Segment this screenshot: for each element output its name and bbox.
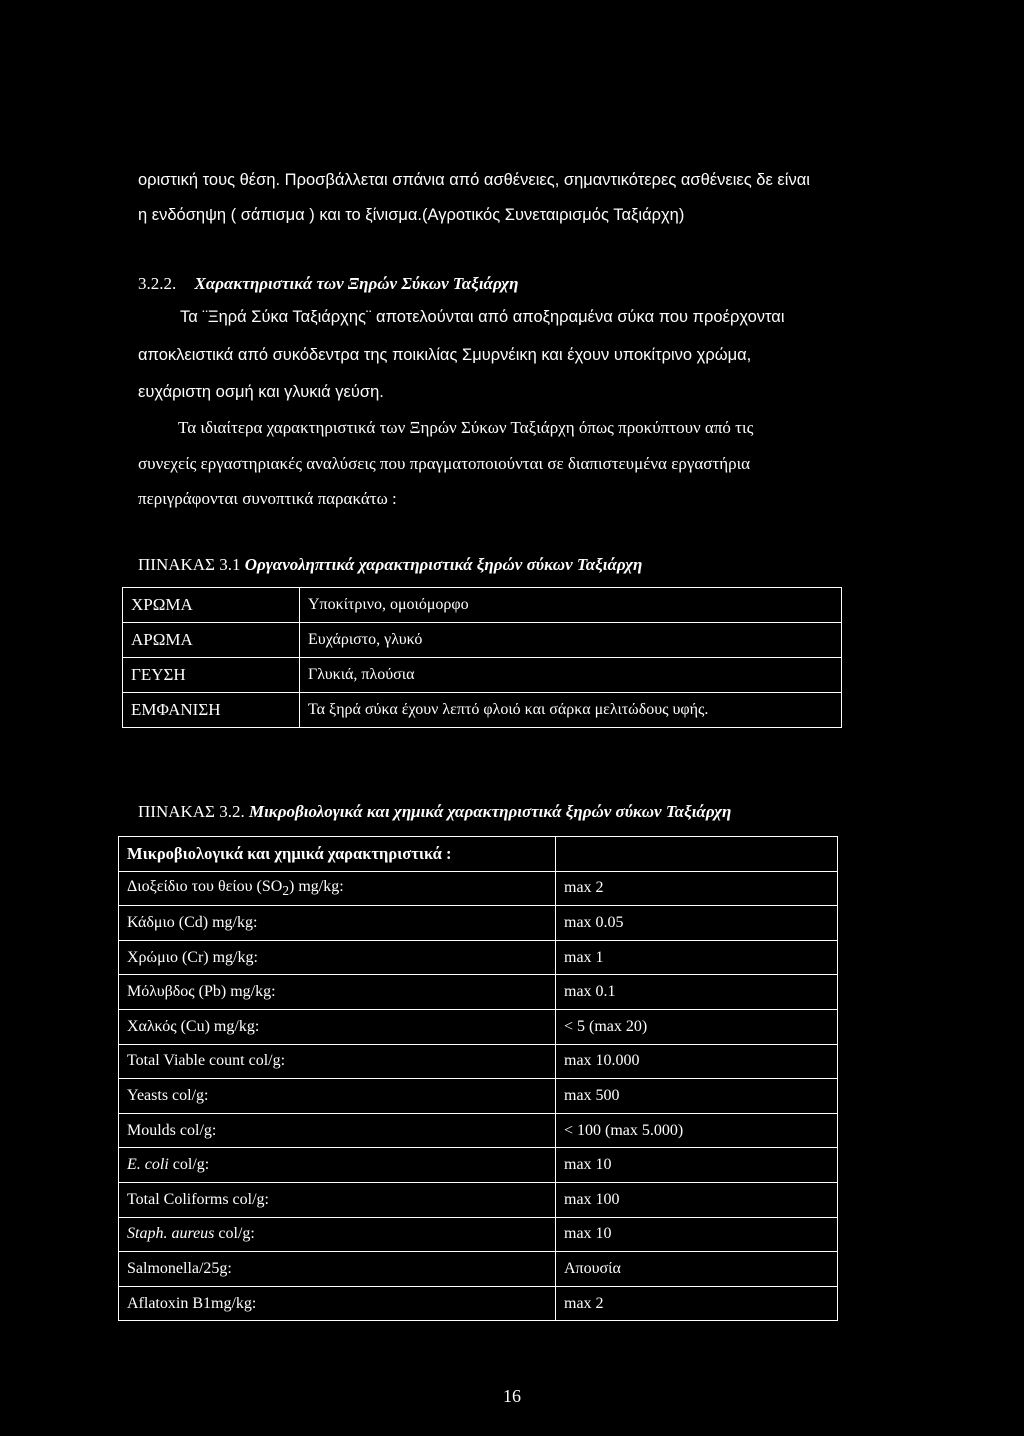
table-row [123, 693, 842, 728]
paragraph-1-line-1: οριστική τους θέση. Προσβάλλεται σπάνια από ασθένειες, σημαντικότερες ασθένειες δε είναι [138, 171, 810, 189]
table-header-empty-cell [556, 837, 838, 872]
section-number: 3.2.2. [138, 274, 177, 293]
table-row [119, 906, 838, 941]
row-value: max 0.05 [556, 906, 838, 941]
row-label: Aflatoxin B1mg/kg: [119, 1286, 556, 1321]
row-label: Μόλυβδος (Pb) mg/kg: [119, 975, 556, 1010]
paragraph-1-line-2: η ενδόσηψη ( σάπισμα ) και το ξίνισμα.(Αγροτικός Συνεταιρισμός Ταξιάρχη) [138, 206, 685, 224]
table-header-cell: Μικροβιολογικά και χημικά χαρακτηριστικά : [119, 837, 556, 872]
row-value: Τα ξηρά σύκα έχουν λεπτό φλοιό και σάρκα μελιτώδους υφής. [300, 693, 842, 728]
row-value: max 1 [556, 940, 838, 975]
table-row [123, 588, 842, 623]
row-value: Απουσία [556, 1252, 838, 1287]
row-value: < 5 (max 20) [556, 1009, 838, 1044]
paragraph-3-line-1: Τα ιδιαίτερα χαρακτηριστικά των Ξηρών Σύκων Ταξιάρχη όπως προκύπτουν από τις [178, 418, 754, 437]
row-value: < 100 (max 5.000) [556, 1113, 838, 1148]
row-label [119, 871, 556, 906]
row-label: Χρώμιο (Cr) mg/kg: [119, 940, 556, 975]
row-label: Salmonella/25g: [119, 1252, 556, 1287]
row-label: ΧΡΩΜΑ [123, 588, 300, 623]
table-1-title-text: Οργανοληπτικά χαρακτηριστικά ξηρών σύκων Ταξιάρχη [244, 555, 643, 574]
row-label: ΕΜΦΑΝΙΣΗ [123, 693, 300, 728]
table-row [119, 975, 838, 1010]
table-row [119, 940, 838, 975]
table-header-row [119, 837, 838, 872]
row-label: Χαλκός (Cu) mg/kg: [119, 1009, 556, 1044]
section-title: Χαρακτηριστικά των Ξηρών Σύκων Ταξιάρχη [194, 274, 519, 293]
label-italic-text: Staph. aureus [127, 1225, 215, 1243]
table-row [123, 658, 842, 693]
table-row [119, 1079, 838, 1114]
label-italic-text: E. coli [127, 1156, 169, 1174]
row-label: Moulds col/g: [119, 1113, 556, 1148]
paragraph-2-line-2: αποκλειστικά από συκόδεντρα της ποικιλίας Σμυρνέικη και έχουν υποκίτρινο χρώμα, [138, 346, 752, 364]
label-subscript: 2 [282, 882, 290, 898]
table-row [119, 1182, 838, 1217]
label-text-end: col/g: [168, 1156, 210, 1174]
row-label: ΑΡΩΜΑ [123, 623, 300, 658]
paragraph-3-line-3: περιγράφονται συνοπτικά παρακάτω : [138, 489, 397, 508]
table-row [119, 1009, 838, 1044]
row-value: max 100 [556, 1182, 838, 1217]
row-label [119, 1148, 556, 1183]
table-row [119, 1148, 838, 1183]
table-row [119, 1252, 838, 1287]
row-value: max 2 [556, 1286, 838, 1321]
row-value: Ευχάριστο, γλυκό [300, 623, 842, 658]
row-label: Yeasts col/g: [119, 1079, 556, 1114]
label-text: Διοξείδιο του θείου (SO [127, 877, 283, 895]
row-value: max 10.000 [556, 1044, 838, 1079]
row-label: Total Viable count col/g: [119, 1044, 556, 1079]
table-2-title [138, 802, 731, 822]
paragraph-3-line-2: συνεχείς εργαστηριακές αναλύσεις που πραγματοποιούνται σε διαπιστευμένα εργαστήρια [138, 454, 751, 473]
row-value: max 10 [556, 1148, 838, 1183]
paragraph-2-line-1: Τα ¨Ξηρά Σύκα Ταξιάρχης¨ αποτελούνται από αποξηραμένα σύκα που προέρχονται [180, 308, 785, 326]
microbiological-chemical-table [118, 836, 838, 1321]
table-row [119, 871, 838, 906]
row-label: Total Coliforms col/g: [119, 1182, 556, 1217]
table-row [123, 623, 842, 658]
row-value: max 500 [556, 1079, 838, 1114]
table-row [119, 1286, 838, 1321]
row-label: Κάδμιο (Cd) mg/kg: [119, 906, 556, 941]
row-label: ΓΕΥΣΗ [123, 658, 300, 693]
table-1-title [138, 555, 642, 575]
row-value: max 0.1 [556, 975, 838, 1010]
label-text-end: col/g: [214, 1225, 255, 1243]
table-row [119, 1217, 838, 1252]
page-number: 16 [503, 1386, 521, 1406]
section-heading [138, 274, 518, 294]
paragraph-2-line-3: ευχάριστη οσμή και γλυκιά γεύση. [138, 383, 384, 401]
table-row [119, 1044, 838, 1079]
table-1-title-prefix: ΠΙΝΑΚΑΣ 3.1 [138, 555, 241, 574]
row-label [119, 1217, 556, 1252]
row-value: Υποκίτρινο, ομοιόμορφο [300, 588, 842, 623]
organoleptic-table [122, 587, 842, 728]
row-value: max 2 [556, 871, 838, 906]
row-value: max 10 [556, 1217, 838, 1252]
table-row [119, 1113, 838, 1148]
table-2-title-prefix: ΠΙΝΑΚΑΣ 3.2. [138, 802, 245, 821]
label-text-end: ) mg/kg: [289, 877, 344, 895]
table-2-title-text: Μικροβιολογικά και χημικά χαρακτηριστικά ξηρών σύκων Ταξιάρχη [248, 802, 732, 821]
row-value: Γλυκιά, πλούσια [300, 658, 842, 693]
